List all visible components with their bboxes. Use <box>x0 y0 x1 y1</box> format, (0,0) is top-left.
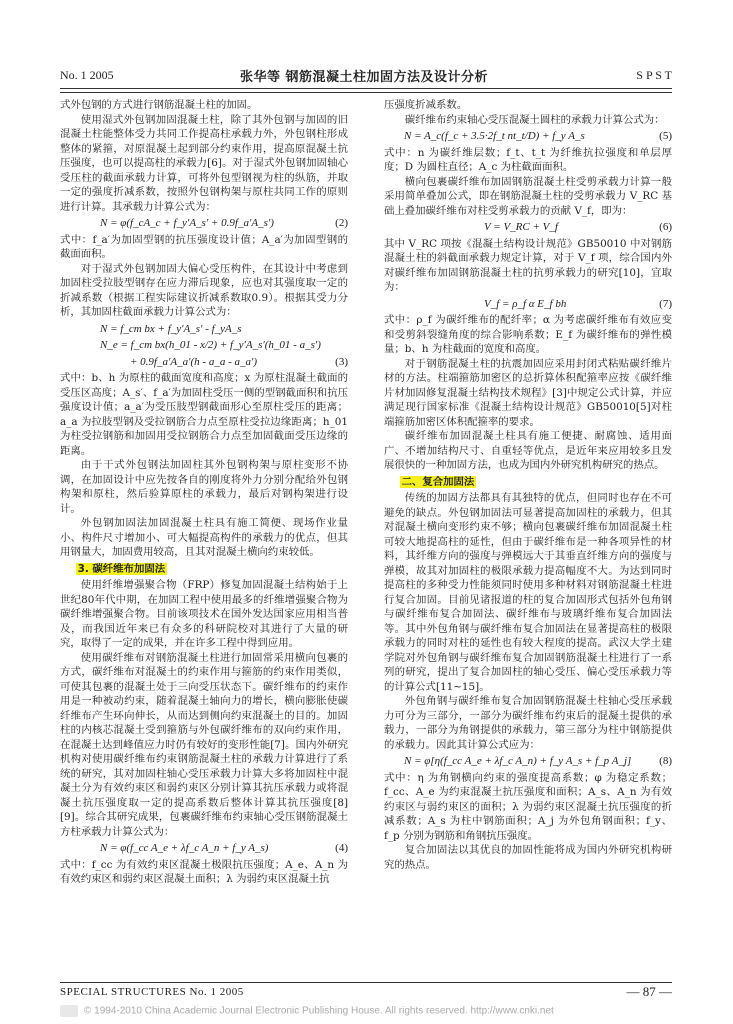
section-heading: 二、复合加固法 <box>401 475 475 488</box>
equation-3c: + 0.9f_a′A_a′(h - a_a - a_a′) (3) <box>130 355 348 368</box>
paragraph: 对于钢筋混凝土柱的抗震加固应采用封闭式粘贴碳纤维片材的方法。柱端箍筋加密区的总折算体积配箍率应按《碳纤维片材加固修复混凝土结构技术规程》[3]中规定公式计算，并应满足现行国家标准《混凝土结构设计规范》GB50010[5]对柱端箍筋加密区体积配箍率的要求。 <box>384 357 672 428</box>
paragraph: 使用纤维增强聚合物（FRP）修复加固混凝土结构始于上世纪80年代中期，在加固工程中使用最多的纤维增强聚合物为碳纤维增强聚合物。目前该项技术在国外发达国家应用相当普及，而我国近年来已有众多的科研院校对其进行了大量的研究，取得了一定的成果，并在许多工程中得到应用。 <box>60 579 348 649</box>
equation-4: N = φ(f_cc A_e + λf_c A_n + f_y A_s) (4) <box>100 842 348 854</box>
paragraph: 传统的加固方法都具有其独特的优点，但同时也存在不可避免的缺点。外包钢加固法可显著提高加固柱的承载力，但其对混凝土横向变形约束不够；横向包裹碳纤维布加固混凝土柱可较大地提高柱的延性，但由于碳纤维布是一种各项异性的材料，其纤维方向的强度与弹模远大于其垂直纤维方向的强度与弹模，故其对加固柱的极限承载力提高幅度不大。为达到同时提高柱的多种受力性能须同时使用多种材料对钢筋混凝土柱进行复合加固。目前见诸报道的柱的复合加固形式包括外包角钢与碳纤维布复合加固法、碳纤维布与玻璃纤维布复合加固法等。其中外包角钢与碳纤维布复合加固法在显著提高柱的极限承载力的同时对柱的延性也有较大程度的提高。武汉大学土建学院对外包角钢与碳纤维布复合加固钢筋混凝土柱进行了一系列的研究，提出了复合加固柱的轴心受压、偏心受压承载力等的计算公式[11~15]。 <box>384 492 672 693</box>
footer-journal: SPECIAL STRUCTURES No. 1 2005 <box>60 986 244 998</box>
paragraph: 式中：f_cc 为有效约束区混凝土极限抗压强度；A_e、A_n 为有效约束区和弱约束区混凝土面积；λ 为弱约束区混凝土抗 <box>60 858 348 885</box>
paragraph: 对于湿式外包钢加固大偏心受压构件，在其设计中考虑到加固柱受拉肢型钢存在应力滞后现象，应也对其强度取一定的折减系数（根据工程实际建议折减系数取0.9）。根据其受力分析，其加固柱截面承载力计算公式为： <box>60 262 348 318</box>
equation-2: N = φ(f_cA_c + f_y′A_s′ + 0.9f_a′A_s′) (2) <box>100 217 348 229</box>
paragraph: 由于干式外包钢法加固柱其外包钢构架与原柱变形不协调，在加固设计中应先按各自的刚度将外力分别分配给外包钢构架和原柱，然后验算原柱的承载力，最后对钢构架进行设计。 <box>60 459 348 515</box>
cnki-logo-icon <box>60 1005 78 1017</box>
paragraph: 式中：b、h 为原柱的截面宽度和高度；x 为原柱混凝土截面的受压区高度；A_s′、f_a′为加固柱受压一侧的型钢截面积和抗压强度设计值；a_a′为受压肢型钢截面形心至原柱受压的距离；a_a 为拉肢型钢及受拉钢筋合力点至原柱受拉边缘距离；h_01 为柱受拉钢筋和加固用受拉钢筋合力点至加固截面受压边缘的距离。 <box>60 372 348 457</box>
page-number: — 87 — <box>626 984 672 999</box>
header-rule-2 <box>60 92 672 93</box>
equation-7: V_f = ρ_f α E_f bh (7) <box>484 297 672 310</box>
paragraph: 碳纤维布约束轴心受压混凝土圆柱的承载力计算公式为： <box>404 113 665 126</box>
paragraph: 其中 V_RC 项按《混凝土结构设计规范》GB50010 中对钢筋混凝土柱的斜截面承载力规定计算，对于 V_f 项，综合国内外对碳纤维布加固钢筋混凝土柱的抗剪承载力的研究[10]，宜取为： <box>384 237 672 293</box>
equation-6: V = V_RC + V_f (6) <box>484 221 672 233</box>
paragraph: 式中：ρ_f 为碳纤维布的配纤率；α 为考虑碳纤维布有效应变和受剪斜裂缝角度的综合影响系数；E_f 为碳纤维布的弹性模量；b、h 为柱截面的宽度和高度。 <box>384 314 672 355</box>
paragraph: 式外包钢的方式进行钢筋混凝土柱的加固。 <box>60 99 258 111</box>
section-heading: 3. 碳纤维布加固法 <box>77 562 166 575</box>
copyright-line: © 1994-2010 China Academic Journal Electronic Publishing House. All rights reserved. http://www.cnki.net <box>60 1005 700 1017</box>
left-column <box>60 98 348 887</box>
footer-rule <box>60 982 672 983</box>
paragraph: 横向包裹碳纤维布加固钢筋混凝土柱受剪承载力计算一般采用简单叠加公式，即在钢筋混凝土柱的受剪承载力 V_RC 基础上叠加碳纤维布对柱受剪承载力的贡献 V_f，即为： <box>384 175 672 217</box>
running-header <box>60 62 672 84</box>
paragraph: 式中：f_a′为加固型钢的抗压强度设计值；A_a′为加固型钢的截面面积。 <box>60 233 348 260</box>
paragraph: 式中：n 为碳纤维层数；f_t、t_t 为纤维抗拉强度和单层厚度；D 为圆柱直径；A_c 为柱截面面积。 <box>384 146 672 173</box>
paragraph: 碳纤维布加固混凝土柱具有施工便捷、耐腐蚀、适用面广、不增加结构尺寸、自重轻等优点，是近年来应用较多且发展很快的一种加固方法，也成为国内外研究机构研究的热点。 <box>384 430 672 471</box>
paragraph: 压强度折减系数。 <box>384 99 468 111</box>
paragraph: 外包角钢与碳纤维布复合加固钢筋混凝土柱轴心受压承载力可分为三部分，一部分为碳纤维布约束后的混凝土提供的承载力，一部分为角钢提供的承载力，第三部分为柱中钢筋提供的承载力。因此其计算公式应为： <box>384 695 672 751</box>
paragraph: 式中：η 为角钢横向约束的强度提高系数；φ 为稳定系数；f_cc、A_e 为约束混凝土抗压强度和面积；A_s、A_n 为有效约束区与弱约束区的面积；λ 为弱约束区混凝土抗压强度的折减系数；A_s 为柱中钢筋面积；A_j 为外包角钢面积；f_y、f_p 分别为钢筋和角钢抗压强度。 <box>384 771 672 842</box>
right-column <box>384 98 672 872</box>
journal-abbr: S P S T <box>636 68 672 82</box>
paragraph: 使用碳纤维布对钢筋混凝土柱进行加固常采用横向包裹的方式，碳纤维布对混凝土的约束作用与箍筋的约束作用类似，可使其包裹的混凝土处于三向受压状态下。碳纤维布的约束作用是一种被动约束，随着混凝土轴向力的增长，横向膨胀使碳纤维布产生环向伸长，从而达到侧向约束混凝土的目的。加固柱的内核芯混凝土受到箍筋与外包碳纤维布的双向约束作用，在混凝土达到峰值应力时仍有较好的变形性能[7]。国内外研究机构对使用碳纤维布约束钢筋混凝土柱的承载力计算进行了系统的研究，其对加固柱轴心受压承载力计算大多将加固柱中混凝土分为有效约束区和弱约束区分别计算其抗压承载力或将混凝土抗压强度取一定的提高系数后整体计算其抗压强度[8][9]。综合其研究成果，包裹碳纤维布约束轴心受压钢筋混凝土方柱承载力计算公式为： <box>60 651 348 838</box>
paragraph: 复合加固法以其优良的加固性能将成为国内外研究机构研究的热点。 <box>384 844 672 871</box>
article-title: 张华等 钢筋混凝土柱加固方法及设计分析 <box>240 70 489 85</box>
equation-3b: N_e = f_cm bx(h_01 - x/2) + f_y′A_s′(h_01 - a_s′) <box>100 339 321 351</box>
issue-number: No. 1 2005 <box>60 68 114 82</box>
equation-5: N = A_c(f_c + 3.5·2f_t nt_t/D) + f_y A_s (5) <box>404 130 672 142</box>
paragraph: 外包钢加固法加固混凝土柱具有施工简便、现场作业量小、构件尺寸增加小、可大幅提高构件的承载力的优点，但其用钢量大，加固费用较高，且其对混凝土横向约束较低。 <box>60 517 348 558</box>
paragraph: 使用湿式外包钢加固混凝土柱，除了其外包钢与加固的旧混凝土柱能整体受力共同工作提高柱承载力外，外包钢柱形成整体的紧箍，对原混凝土起到部分约束作用，提高原混凝土抗压强度，也可以提高柱的承载力[6]。对于湿式外包钢加固轴心受压柱的截面承载力计算，可将外包型钢视为柱的纵筋，并取一定的强度折减系数，按照外包钢构架与原柱共同工作的原则进行计算。其承载力计算公式为： <box>60 113 348 213</box>
header-rule <box>60 88 672 89</box>
equation-8: N = φ[η(f_cc A_e + λf_c A_n) + f_y A_s + f_p A_j] (8) <box>404 755 672 767</box>
equation-3a: N = f_cm bx + f_y′A_s′ - f_yA_s <box>100 322 242 335</box>
